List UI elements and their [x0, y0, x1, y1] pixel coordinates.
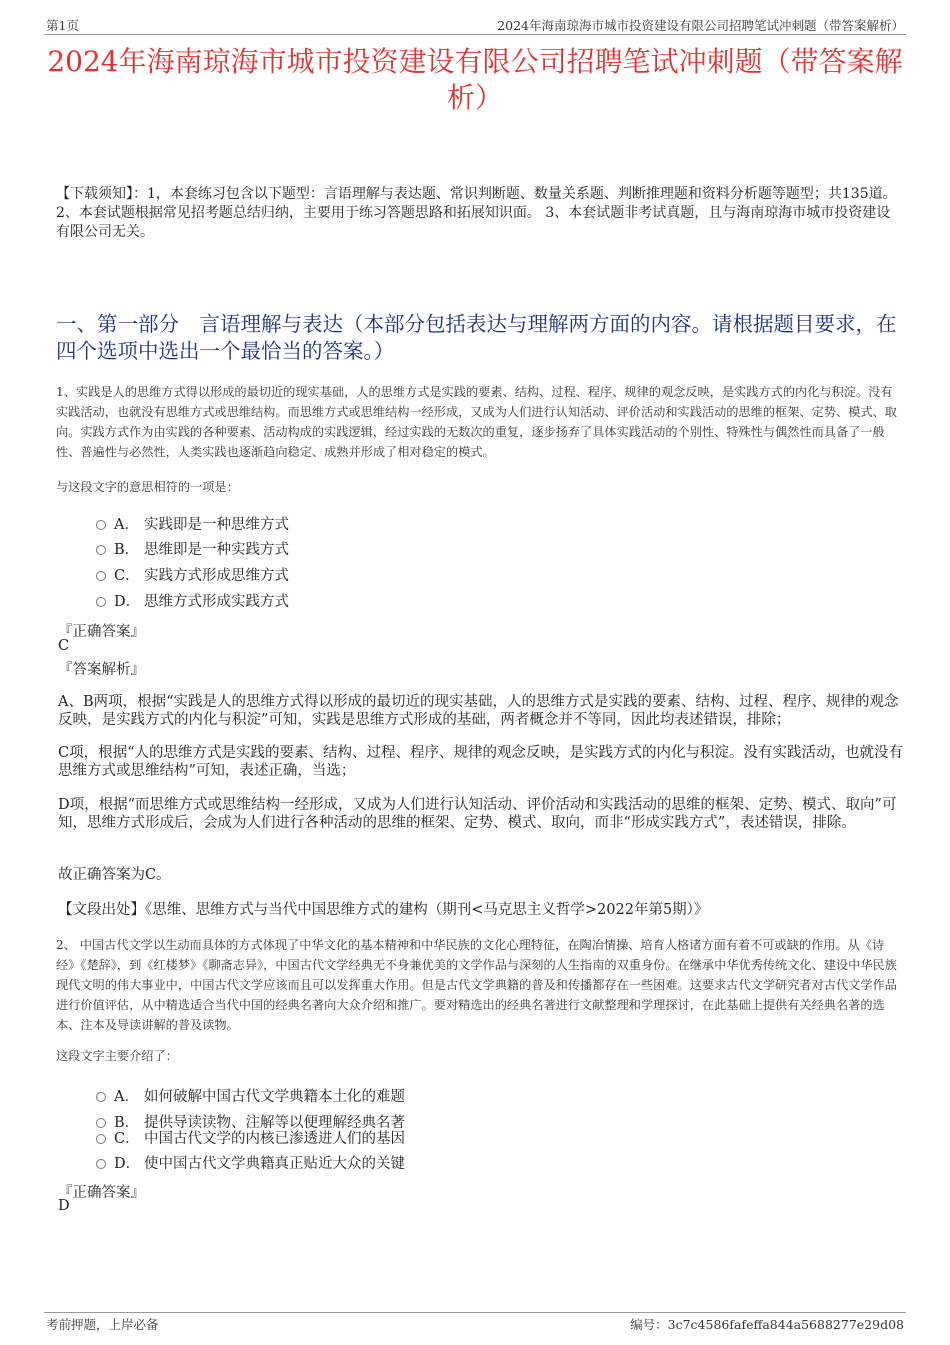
- question-1-prompt: 与这段文字的意思相符的一项是：: [56, 480, 239, 494]
- question-1-answer-label: 『正确答案』: [58, 624, 145, 640]
- footer-serial: 编号：3c7c4586fafeffa844a5688277e29d08: [630, 1317, 904, 1332]
- radio-icon[interactable]: [96, 1092, 106, 1102]
- question-1-option-a[interactable]: A． 实践即是一种思维方式: [96, 513, 289, 534]
- question-2-option-b[interactable]: B． 提供导读读物、注解等以便理解经典名著: [96, 1111, 405, 1132]
- footer-slogan: 考前押题，上岸必备: [46, 1317, 159, 1332]
- question-1-stem: 1、实践是人的思维方式得以形成的最切近的现实基础，人的思维方式是实践的要素、结构、过程、程序、规律的观念反映，是实践方式的内化与积淀。没有实践活动，也就没有思维方式或思维结构。而思维方式或思维结构一经形成，又成为人们进行认知活动、评价活动和实践活动的思维的框架、定势、模式、取向。实践方式作为由实践的各种要素、活动构成的实践逻辑，经过实践的无数次的重复，逐步扬弃了具体实践活动的个别性、特殊性与偶然性而具备了一般性、普遍性与必然性，人类实践也逐渐趋向稳定、成熟并形成了相对稳定的模式。: [56, 385, 897, 459]
- question-2-option-d[interactable]: D． 使中国古代文学典籍真正贴近大众的关键: [96, 1152, 405, 1173]
- question-1-analysis-label: 『答案解析』: [58, 662, 145, 678]
- question-1-option-b[interactable]: B． 思维即是一种实践方式: [96, 538, 289, 559]
- radio-icon[interactable]: [96, 1159, 106, 1169]
- question-2-stem: 2、 中国古代文学以生动而具体的方式体现了中华文化的基本精神和中华民族的文化心理特征，在陶冶情操、培育人格诸方面有着不可或缺的作用。从《诗经》《楚辞》，到《红楼梦》《聊斋志异》，中国古代文学经典无不身兼优美的文学作品与深刻的人生指南的双重身份。在继承中华优秀传统文化、建设中华民族现代文明的伟大事业中，中国古代文学应该而且可以发挥重大作用。但是古代文学典籍的普及和传播都存在一些困难。这要求古代文学研究者对古代文学作品进行价值评估，从中精选适合当代中国的经典名著向大众介绍和推广。要对精选出的经典名著进行文献整理和学理探讨，在此基础上提供有关经典名著的选本、注本及导读讲解的普及读物。: [56, 938, 897, 1032]
- page-header: [44, 14, 906, 35]
- header-doc-title: 2024年海南琼海市城市投资建设有限公司招聘笔试冲刺题（带答案解析）: [497, 18, 904, 33]
- page-footer: [44, 1312, 906, 1332]
- question-2-answer: D: [58, 1198, 70, 1214]
- page-number: 第1页: [46, 18, 79, 33]
- question-1-source: 【文段出处】《思维、思维方式与当代中国思维方式的建构（期刊<马克思主义哲学>2022年第5期）》: [58, 902, 709, 918]
- question-1-conclusion: 故正确答案为C。: [58, 867, 171, 883]
- radio-icon[interactable]: [96, 571, 106, 581]
- document-title: 2024年海南琼海市城市投资建设有限公司招聘笔试冲刺题（带答案解析）: [47, 45, 903, 114]
- question-1-analysis-ab: A、B两项，根据“实践是人的思维方式得以形成的最切近的现实基础，人的思维方式是实践的要素、结构、过程、程序、规律的观念反映，是实践方式的内化与积淀”可知，实践是思维方式形成的基础，两者概念并不等同，因此均表述错误，排除；: [58, 694, 899, 728]
- download-notice: 【下载须知】：1，本套练习包含以下题型：言语理解与表达题、常识判断题、数量关系题、判断推理题和资料分析题等题型；共135道。 2、本套试题根据常见招考题总结归纳，主要用于练习答题思路和拓展知识面。 3、本套试题非考试真题，且与海南琼海市城市投资建设有限公司无关。: [56, 186, 897, 240]
- question-1-option-c[interactable]: C． 实践方式形成思维方式: [96, 564, 289, 585]
- question-2-option-a[interactable]: A． 如何破解中国古代文学典籍本土化的难题: [96, 1085, 405, 1106]
- radio-icon[interactable]: [96, 545, 106, 555]
- question-1-option-d[interactable]: D． 思维方式形成实践方式: [96, 590, 289, 611]
- radio-icon[interactable]: [96, 1134, 106, 1144]
- question-1-analysis-c: C项，根据“人的思维方式是实践的要素、结构、过程、程序、规律的观念反映，是实践方式的内化与积淀。没有实践活动，也就没有思维方式或思维结构”可知，表述正确，当选；: [58, 745, 904, 779]
- radio-icon[interactable]: [96, 597, 106, 607]
- section-heading: 一、第一部分 言语理解与表达（本部分包括表达与理解两方面的内容。请根据题目要求，在四个选项中选出一个最恰当的答案。）: [56, 312, 897, 363]
- question-1-answer: C: [58, 638, 70, 654]
- question-2-answer-label: 『正确答案』: [58, 1185, 145, 1201]
- radio-icon[interactable]: [96, 520, 106, 530]
- question-1-analysis-d: D项，根据“而思维方式或思维结构一经形成，又成为人们进行认知活动、评价活动和实践活动的思维的框架、定势、模式、取向”可知，思维方式形成后，会成为人们进行各种活动的思维的框架、定势、模式、取向，而非“形成实践方式”，表述错误，排除。: [58, 797, 897, 831]
- question-2-prompt: 这段文字主要介绍了：: [56, 1049, 178, 1063]
- question-2-option-c[interactable]: C． 中国古代文学的内核已渗透进人们的基因: [96, 1127, 405, 1148]
